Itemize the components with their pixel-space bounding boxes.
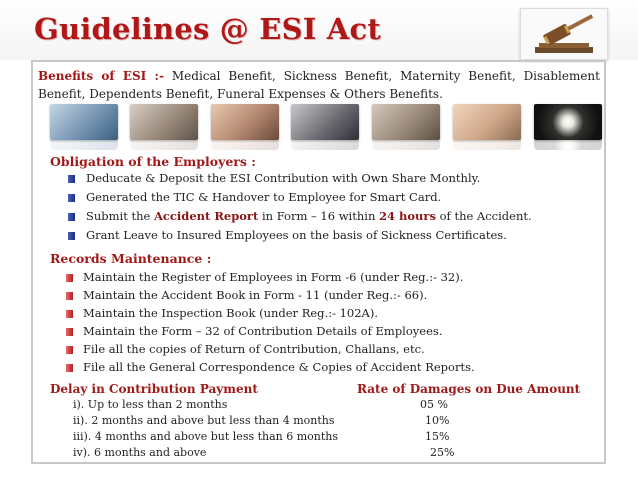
bullet-icon	[66, 310, 73, 318]
wheelchair-photo	[291, 104, 359, 140]
obligations-heading: Obligation of the Employers :	[50, 154, 256, 169]
bullet-icon	[66, 364, 73, 372]
damage-rate: 05 %	[420, 398, 448, 411]
sick-person-photo	[130, 104, 198, 140]
obligation-item	[86, 228, 507, 242]
obligation-text: Submit the	[86, 209, 154, 223]
bullet-icon	[66, 346, 73, 354]
header-bar	[0, 0, 638, 60]
obligation-text: Generated the TIC & Handover to Employee for Smart Card.	[86, 190, 442, 204]
bullet-icon	[68, 213, 75, 221]
damage-rate: 10%	[425, 414, 450, 427]
obligation-text: in Form – 16 within	[258, 209, 380, 223]
record-item: File all the General Correspondence & Copies of Accident Reports.	[83, 360, 475, 374]
bullet-icon	[68, 175, 75, 183]
benefits-paragraph	[38, 67, 600, 103]
white-flower-photo	[534, 104, 602, 140]
gavel-icon	[520, 8, 608, 60]
record-item: Maintain the Form – 32 of Contribution Details of Employees.	[83, 324, 443, 338]
delay-period: iii). 4 months and above but less than 6 months	[73, 430, 339, 443]
record-item: Maintain the Inspection Book (under Reg.:- 102A).	[83, 306, 379, 320]
hours-highlight: 24 hours	[379, 209, 436, 223]
delay-period: iv). 6 months and above	[73, 446, 207, 459]
record-item: Maintain the Register of Employees in Form -6 (under Reg.:- 32).	[83, 270, 464, 284]
bullet-icon	[66, 328, 73, 336]
bullet-icon	[66, 274, 73, 282]
benefits-text: Medical Benefit, Sickness Benefit, Maternity Benefit, Disablement Benefit, Dependents Benefit, Funeral Expenses & Others Benefits.	[38, 69, 600, 101]
benefits-label: Benefits of ESI :-	[38, 69, 164, 83]
baby-photo	[453, 104, 521, 140]
obligation-item	[86, 209, 532, 223]
damage-rate: 15%	[425, 430, 450, 443]
delay-heading: Delay in Contribution Payment	[50, 382, 258, 396]
medical-staff-photo	[50, 104, 118, 140]
page-title: Guidelines @ ESI Act	[34, 12, 381, 46]
delay-period: ii). 2 months and above but less than 4 months	[73, 414, 335, 427]
obligation-text: of the Accident.	[435, 209, 532, 223]
obligation-text: Grant Leave to Insured Employees on the basis of Sickness Certificates.	[86, 228, 507, 242]
obligation-text: Deducate & Deposit the ESI Contribution with Own Share Monthly.	[86, 171, 481, 185]
damages-heading: Rate of Damages on Due Amount	[357, 382, 581, 396]
records-heading: Records Maintenance :	[50, 251, 212, 266]
record-item: Maintain the Accident Book in Form - 11 (under Reg.:- 66).	[83, 288, 428, 302]
mother-baby-photo	[211, 104, 279, 140]
accident-report-highlight: Accident Report	[154, 209, 259, 223]
bullet-icon	[66, 292, 73, 300]
obligation-item	[86, 171, 480, 185]
obligation-item	[86, 190, 441, 204]
record-item: File all the copies of Return of Contribution, Challans, etc.	[83, 342, 425, 356]
bullet-icon	[68, 194, 75, 202]
delay-period: i). Up to less than 2 months	[73, 398, 228, 411]
damage-rate: 25%	[430, 446, 455, 459]
old-man-photo	[372, 104, 440, 140]
bullet-icon	[68, 232, 75, 240]
